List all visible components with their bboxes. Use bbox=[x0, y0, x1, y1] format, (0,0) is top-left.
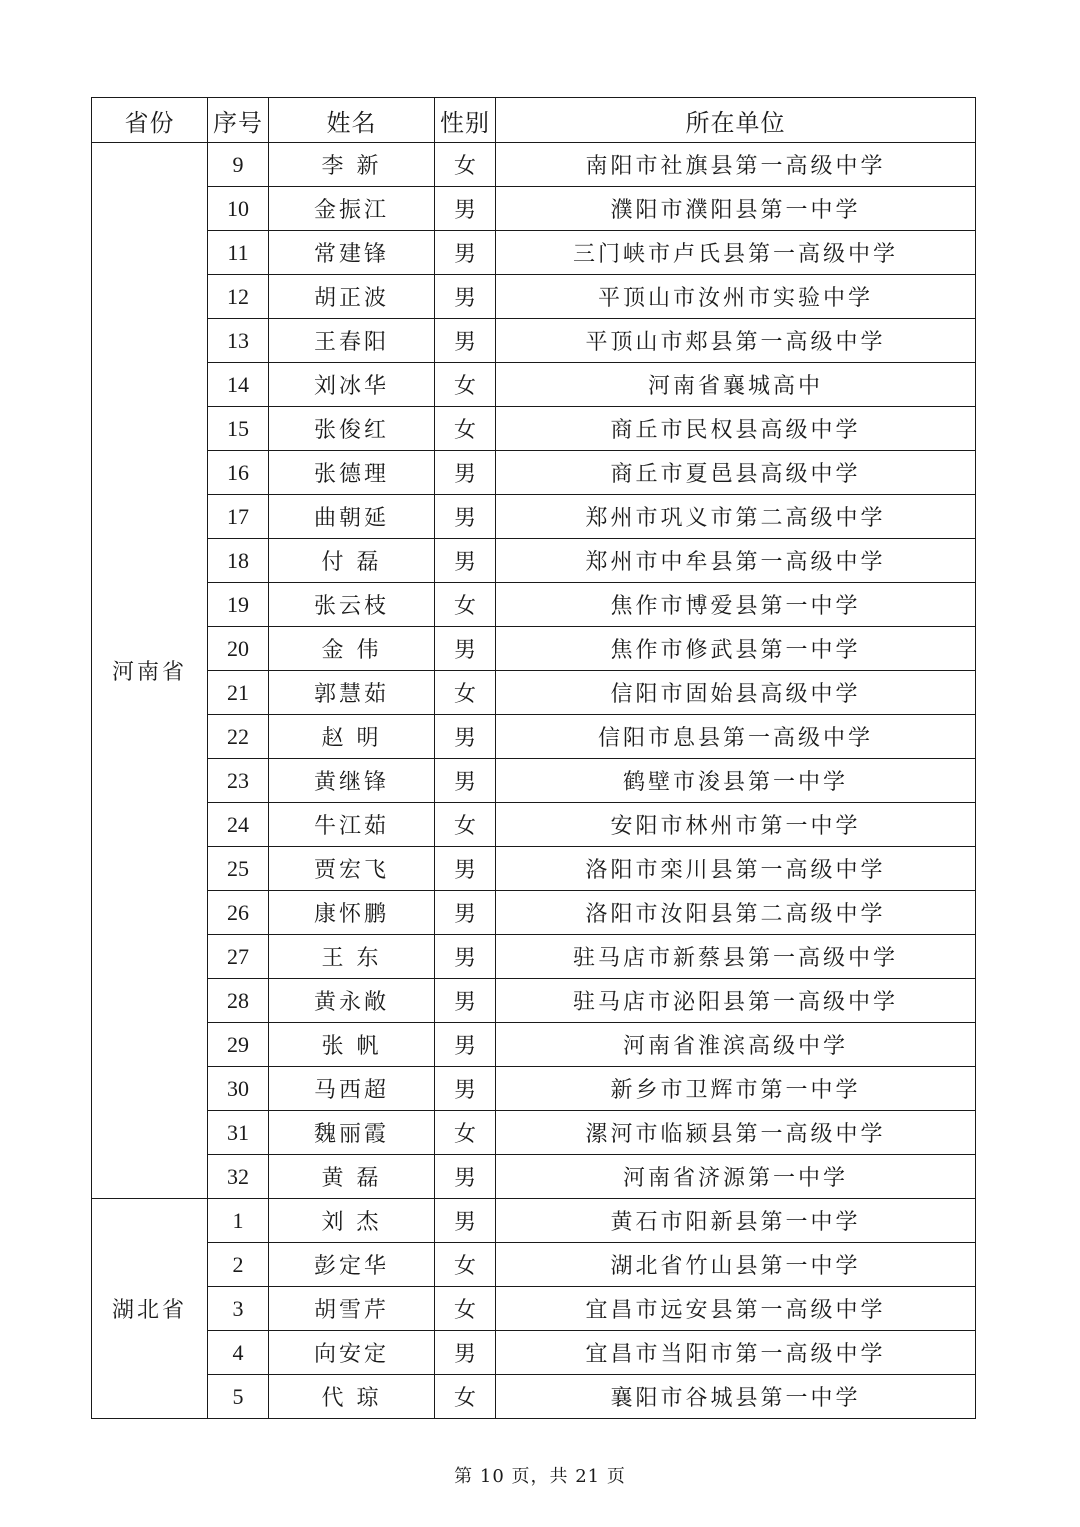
seq-cell: 13 bbox=[208, 319, 269, 363]
table-row bbox=[92, 1111, 976, 1155]
unit-cell: 洛阳市汝阳县第二高级中学 bbox=[496, 891, 976, 935]
gender-cell: 男 bbox=[435, 847, 496, 891]
table-row bbox=[92, 539, 976, 583]
gender-cell: 男 bbox=[435, 231, 496, 275]
unit-cell: 郑州市中牟县第一高级中学 bbox=[496, 539, 976, 583]
table-row bbox=[92, 1287, 976, 1331]
seq-cell: 23 bbox=[208, 759, 269, 803]
seq-cell: 2 bbox=[208, 1243, 269, 1287]
unit-cell: 商丘市民权县高级中学 bbox=[496, 407, 976, 451]
table-row bbox=[92, 407, 976, 451]
gender-cell: 男 bbox=[435, 935, 496, 979]
unit-cell: 河南省济源第一中学 bbox=[496, 1155, 976, 1199]
name-cell: 牛江茹 bbox=[269, 803, 435, 847]
name-cell: 胡雪芹 bbox=[269, 1287, 435, 1331]
gender-cell: 男 bbox=[435, 495, 496, 539]
seq-cell: 12 bbox=[208, 275, 269, 319]
header-name: 姓名 bbox=[269, 98, 435, 143]
unit-cell: 新乡市卫辉市第一中学 bbox=[496, 1067, 976, 1111]
table-body bbox=[92, 143, 976, 1419]
name-cell: 黄继锋 bbox=[269, 759, 435, 803]
unit-cell: 濮阳市濮阳县第一中学 bbox=[496, 187, 976, 231]
unit-cell: 襄阳市谷城县第一中学 bbox=[496, 1375, 976, 1419]
name-cell: 赵 明 bbox=[269, 715, 435, 759]
unit-cell: 河南省淮滨高级中学 bbox=[496, 1023, 976, 1067]
unit-cell: 南阳市社旗县第一高级中学 bbox=[496, 143, 976, 187]
unit-cell: 漯河市临颍县第一高级中学 bbox=[496, 1111, 976, 1155]
name-cell: 魏丽霞 bbox=[269, 1111, 435, 1155]
unit-cell: 商丘市夏邑县高级中学 bbox=[496, 451, 976, 495]
province-cell: 湖北省 bbox=[92, 1199, 208, 1419]
table-row bbox=[92, 1331, 976, 1375]
unit-cell: 焦作市博爱县第一中学 bbox=[496, 583, 976, 627]
unit-cell: 黄石市阳新县第一中学 bbox=[496, 1199, 976, 1243]
gender-cell: 女 bbox=[435, 671, 496, 715]
gender-cell: 女 bbox=[435, 1111, 496, 1155]
province-cell: 河南省 bbox=[92, 143, 208, 1199]
seq-cell: 5 bbox=[208, 1375, 269, 1419]
gender-cell: 女 bbox=[435, 1243, 496, 1287]
table-row bbox=[92, 847, 976, 891]
name-cell: 郭慧茹 bbox=[269, 671, 435, 715]
name-cell: 贾宏飞 bbox=[269, 847, 435, 891]
seq-cell: 26 bbox=[208, 891, 269, 935]
seq-cell: 30 bbox=[208, 1067, 269, 1111]
unit-cell: 洛阳市栾川县第一高级中学 bbox=[496, 847, 976, 891]
unit-cell: 湖北省竹山县第一中学 bbox=[496, 1243, 976, 1287]
table-row bbox=[92, 627, 976, 671]
gender-cell: 男 bbox=[435, 1199, 496, 1243]
seq-cell: 4 bbox=[208, 1331, 269, 1375]
table-row bbox=[92, 1155, 976, 1199]
table-row bbox=[92, 1023, 976, 1067]
table-row bbox=[92, 231, 976, 275]
seq-cell: 18 bbox=[208, 539, 269, 583]
name-cell: 王春阳 bbox=[269, 319, 435, 363]
name-cell: 张云枝 bbox=[269, 583, 435, 627]
table-row bbox=[92, 495, 976, 539]
header-row bbox=[92, 98, 976, 143]
name-cell: 黄永敞 bbox=[269, 979, 435, 1023]
table-row bbox=[92, 671, 976, 715]
name-cell: 刘 杰 bbox=[269, 1199, 435, 1243]
name-cell: 黄 磊 bbox=[269, 1155, 435, 1199]
header-province: 省份 bbox=[92, 98, 208, 143]
name-cell: 代 琼 bbox=[269, 1375, 435, 1419]
gender-cell: 男 bbox=[435, 1331, 496, 1375]
seq-cell: 25 bbox=[208, 847, 269, 891]
seq-cell: 19 bbox=[208, 583, 269, 627]
table-row bbox=[92, 891, 976, 935]
table-row bbox=[92, 1243, 976, 1287]
table-row bbox=[92, 451, 976, 495]
name-cell: 常建锋 bbox=[269, 231, 435, 275]
gender-cell: 男 bbox=[435, 187, 496, 231]
gender-cell: 男 bbox=[435, 1155, 496, 1199]
header-unit: 所在单位 bbox=[496, 98, 976, 143]
name-cell: 李 新 bbox=[269, 143, 435, 187]
table-row bbox=[92, 363, 976, 407]
name-cell: 刘冰华 bbox=[269, 363, 435, 407]
gender-cell: 男 bbox=[435, 275, 496, 319]
roster-table bbox=[91, 97, 976, 1419]
page-footer: 第 10 页，共 21 页 bbox=[454, 1466, 626, 1487]
name-cell: 彭定华 bbox=[269, 1243, 435, 1287]
seq-cell: 27 bbox=[208, 935, 269, 979]
seq-cell: 22 bbox=[208, 715, 269, 759]
table-row bbox=[92, 319, 976, 363]
unit-cell: 河南省襄城高中 bbox=[496, 363, 976, 407]
table-row bbox=[92, 759, 976, 803]
gender-cell: 女 bbox=[435, 1287, 496, 1331]
name-cell: 金振江 bbox=[269, 187, 435, 231]
gender-cell: 男 bbox=[435, 759, 496, 803]
seq-cell: 21 bbox=[208, 671, 269, 715]
seq-cell: 1 bbox=[208, 1199, 269, 1243]
name-cell: 康怀鹏 bbox=[269, 891, 435, 935]
unit-cell: 信阳市息县第一高级中学 bbox=[496, 715, 976, 759]
unit-cell: 安阳市林州市第一中学 bbox=[496, 803, 976, 847]
gender-cell: 男 bbox=[435, 1067, 496, 1111]
gender-cell: 男 bbox=[435, 319, 496, 363]
gender-cell: 女 bbox=[435, 583, 496, 627]
unit-cell: 驻马店市新蔡县第一高级中学 bbox=[496, 935, 976, 979]
seq-cell: 24 bbox=[208, 803, 269, 847]
name-cell: 马西超 bbox=[269, 1067, 435, 1111]
unit-cell: 平顶山市郏县第一高级中学 bbox=[496, 319, 976, 363]
seq-cell: 28 bbox=[208, 979, 269, 1023]
gender-cell: 女 bbox=[435, 1375, 496, 1419]
table-row bbox=[92, 935, 976, 979]
seq-cell: 31 bbox=[208, 1111, 269, 1155]
unit-cell: 宜昌市远安县第一高级中学 bbox=[496, 1287, 976, 1331]
name-cell: 付 磊 bbox=[269, 539, 435, 583]
gender-cell: 男 bbox=[435, 891, 496, 935]
table-row bbox=[92, 803, 976, 847]
unit-cell: 平顶山市汝州市实验中学 bbox=[496, 275, 976, 319]
unit-cell: 宜昌市当阳市第一高级中学 bbox=[496, 1331, 976, 1375]
name-cell: 向安定 bbox=[269, 1331, 435, 1375]
name-cell: 张俊红 bbox=[269, 407, 435, 451]
table-row bbox=[92, 1199, 976, 1243]
gender-cell: 男 bbox=[435, 1023, 496, 1067]
table-row bbox=[92, 979, 976, 1023]
seq-cell: 16 bbox=[208, 451, 269, 495]
unit-cell: 三门峡市卢氏县第一高级中学 bbox=[496, 231, 976, 275]
seq-cell: 20 bbox=[208, 627, 269, 671]
unit-cell: 信阳市固始县高级中学 bbox=[496, 671, 976, 715]
seq-cell: 3 bbox=[208, 1287, 269, 1331]
gender-cell: 男 bbox=[435, 979, 496, 1023]
unit-cell: 郑州市巩义市第二高级中学 bbox=[496, 495, 976, 539]
unit-cell: 驻马店市泌阳县第一高级中学 bbox=[496, 979, 976, 1023]
seq-cell: 15 bbox=[208, 407, 269, 451]
table-row bbox=[92, 1067, 976, 1111]
gender-cell: 女 bbox=[435, 143, 496, 187]
name-cell: 胡正波 bbox=[269, 275, 435, 319]
gender-cell: 女 bbox=[435, 363, 496, 407]
seq-cell: 17 bbox=[208, 495, 269, 539]
header-gender: 性别 bbox=[435, 98, 496, 143]
name-cell: 张 帆 bbox=[269, 1023, 435, 1067]
seq-cell: 29 bbox=[208, 1023, 269, 1067]
seq-cell: 14 bbox=[208, 363, 269, 407]
table-row bbox=[92, 187, 976, 231]
table-row bbox=[92, 143, 976, 187]
gender-cell: 男 bbox=[435, 627, 496, 671]
gender-cell: 男 bbox=[435, 539, 496, 583]
gender-cell: 男 bbox=[435, 715, 496, 759]
name-cell: 金 伟 bbox=[269, 627, 435, 671]
name-cell: 张德理 bbox=[269, 451, 435, 495]
gender-cell: 男 bbox=[435, 451, 496, 495]
table-header bbox=[92, 98, 976, 143]
name-cell: 曲朝延 bbox=[269, 495, 435, 539]
unit-cell: 焦作市修武县第一中学 bbox=[496, 627, 976, 671]
header-seq: 序号 bbox=[208, 98, 269, 143]
seq-cell: 10 bbox=[208, 187, 269, 231]
table-row bbox=[92, 275, 976, 319]
gender-cell: 女 bbox=[435, 803, 496, 847]
unit-cell: 鹤壁市浚县第一中学 bbox=[496, 759, 976, 803]
table-row bbox=[92, 715, 976, 759]
seq-cell: 9 bbox=[208, 143, 269, 187]
seq-cell: 32 bbox=[208, 1155, 269, 1199]
name-cell: 王 东 bbox=[269, 935, 435, 979]
seq-cell: 11 bbox=[208, 231, 269, 275]
table-row bbox=[92, 1375, 976, 1419]
table-row bbox=[92, 583, 976, 627]
gender-cell: 女 bbox=[435, 407, 496, 451]
